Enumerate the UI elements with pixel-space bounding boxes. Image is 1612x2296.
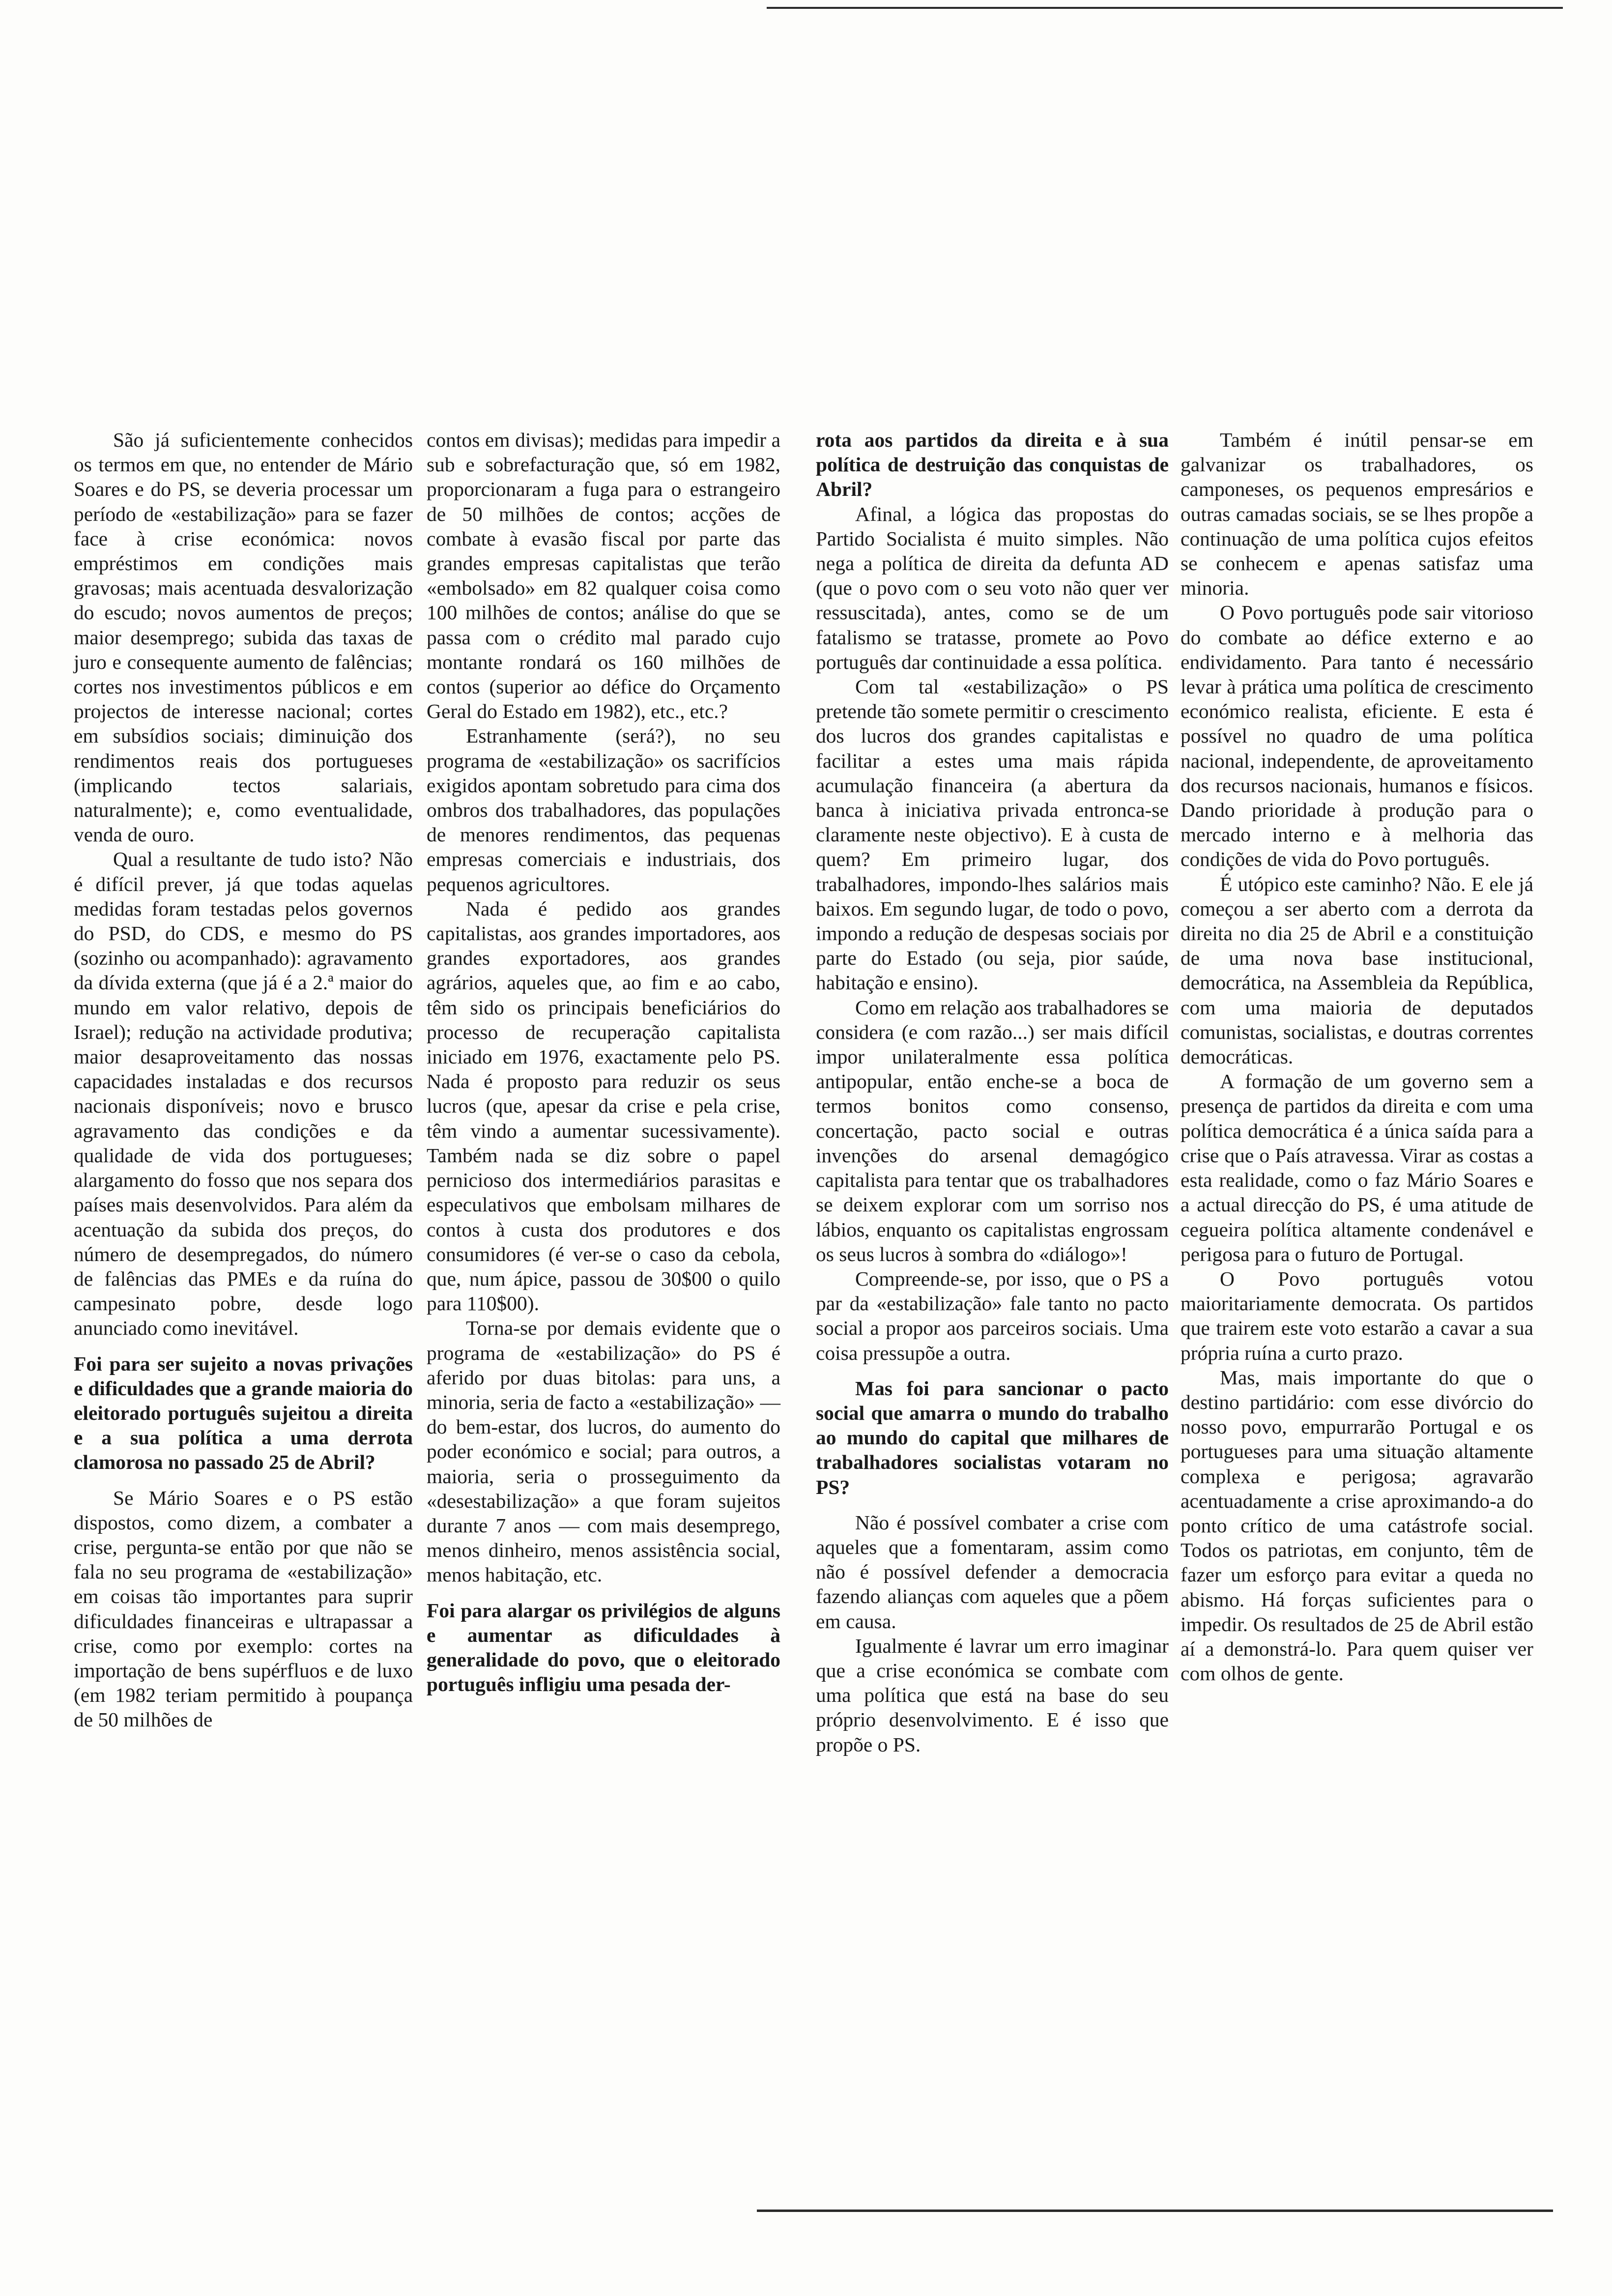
col3-para-4: Como em relação aos trabalhadores se considera (e com razão...) ser mais difícil impor unilateralmente essa política antipopular, então enche-se a boca de termos bonitos como consenso, concertação, pacto social e outras invenções do arsenal demagógico capitalista para tentar que os trabalhadores se deixem explorar com um sorriso nos lábios, enquanto os capitalistas engrossam os seus lucros à sombra do «diálogo»! — [816, 996, 1169, 1265]
col3-para-5: Compreende-se, por isso, que o PS a par da «estabilização» fale tanto no pacto social a propor aos parceiros sociais. Uma coisa pressupõe a outra. — [816, 1267, 1169, 1364]
col2-para-2: Estranhamente (será?), no seu programa de «estabilização» os sacrifícios exigidos apontam sobretudo para cima dos ombros dos trabalhadores, das populações de menores rendimentos, das pequenas empresas comerciais e industriais, dos pequenos agricultores. — [427, 724, 780, 895]
col3-para-6: Mas foi para sancionar o pacto social que amarra o mundo do trabalho ao mundo do capital que milhares de trabalhadores socialistas votaram no PS? — [816, 1377, 1169, 1498]
col4-para-3: É utópico este caminho? Não. E ele já começou a ser aberto com a derrota da direita no dia 25 de Abril e a constituição de uma nova base institucional, democrática, na Assembleia da República, com uma maioria de deputados comunistas, socialistas, e doutras correntes democráticas. — [1180, 872, 1533, 1068]
col1-para-3: Foi para ser sujeito a novas privações e dificuldades que a grande maioria do eleitorado português sujeitou a direita e a sua política a uma derrota clamorosa no passado 25 de Abril? — [74, 1352, 413, 1474]
column-4 — [1180, 428, 1533, 1686]
col3-para-7: Não é possível combater a crise com aqueles que a fomentaram, assim como não é possível defender a democracia fazendo alianças com aqueles que a põem em causa. — [816, 1511, 1169, 1633]
col4-para-2: O Povo português pode sair vitorioso do combate ao défice externo e ao endividamento. Para tanto é necessário levar à prática uma política de crescimento económico realista, eficiente. E esta é possível no quadro de uma política nacional, independente, de aproveitamento dos recursos nacionais, humanos e físicos. Dando prioridade à produção para o mercado interno e à melhoria das condições de vida do Povo português. — [1180, 601, 1533, 871]
col3-para-2: Afinal, a lógica das propostas do Partido Socialista é muito simples. Não nega a política de direita da defunta AD (que o povo com o seu voto não quer ver ressuscitada), antes, como se de um fatalismo se tratasse, promete ao Povo português dar continuidade a essa política. — [816, 502, 1169, 673]
col2-para-4: Torna-se por demais evidente que o programa de «estabilização» do PS é aferido por duas bitolas: para uns, a minoria, seria de facto a «estabilização» — do bem-estar, dos lucros, do aumento do poder económico e social; para outros, a maioria, seria o prosseguimento da «desestabilização» a que foram sujeitos durante 7 anos — com mais desemprego, menos dinheiro, menos assistência social, menos habitação, etc. — [427, 1317, 780, 1586]
col2-para-3: Nada é pedido aos grandes capitalistas, aos grandes importadores, aos grandes exportadores, aos grandes agrários, aqueles que, ao fim e ao cabo, têm sido os principais beneficiários do processo de recuperação capitalista iniciado em 1976, exactamente pelo PS. Nada é proposto para reduzir os seus lucros (que, apesar da crise e pela crise, têm vindo a aumentar sucessivamente). Também nada se diz sobre o papel pernicioso dos intermediários parasitas e especulativos que embolsam milhares de contos à custa dos produtores e dos consumidores (é ver-se o caso da cebola, que, num ápice, passou de 30$00 o quilo para 110$00). — [427, 897, 780, 1315]
col3-para-8: Igualmente é lavrar um erro imaginar que a crise económica se combate com uma política que está na base do seu próprio desenvolvimento. E é isso que propõe o PS. — [816, 1634, 1169, 1756]
col1-para-4: Se Mário Soares e o PS estão dispostos, como dizem, a combater a crise, pergunta-se então por que não se fala no seu programa de «estabilização» em coisas tão importantes para suprir dificuldades financeiras e ultrapassar a crise, como por exemplo: cortes na importação de bens supérfluos e de luxo (em 1982 teriam permitido à poupança de 50 milhões de — [74, 1486, 413, 1731]
top-rule — [767, 7, 1563, 9]
col4-para-6: Mas, mais importante do que o destino partidário: com esse divórcio do nosso povo, empurrarão Portugal e os portugueses para uma situação altamente complexa e perigosa; agravarão acentuadamente a crise aproximando-a do ponto crítico de uma catástrofe social. Todos os patriotas, em conjunto, têm de fazer um esforço para evitar a queda no abismo. Há forças suficientes para o impedir. Os resultados de 25 de Abril estão aí a demonstrá-lo. Para quem quiser ver com olhos de gente. — [1180, 1366, 1533, 1685]
col4-para-1: Também é inútil pensar-se em galvanizar os trabalhadores, os camponeses, os pequenos empresários e outras camadas sociais, se se lhes propõe a continuação de uma política cujos efeitos se conhecem e apenas satisfaz uma minoria. — [1180, 429, 1533, 600]
col1-para-2: Qual a resultante de tudo isto? Não é difícil prever, já que todas aquelas medidas foram testadas pelos governos do PSD, do CDS, e mesmo do PS (sozinho ou acompanhado): agravamento da dívida externa (que já é a 2.ª maior do mundo em valor relativo, depois de Israel); redução na actividade produtiva; maior desaproveitamento das nossas capacidades instaladas e dos recursos nacionais disponíveis; novo e brusco agravamento das condições e da qualidade de vida dos portugueses; alargamento do fosso que nos separa dos países mais desenvolvidos. Para além da acentuação da subida dos preços, do número de desempregados, do número de falências das PMEs e da ruína do campesinato pobre, desde logo anunciado como inevitável. — [74, 848, 413, 1340]
col3-para-3: Com tal «estabilização» o PS pretende tão somete permitir o crescimento dos lucros dos grandes capitalistas e facilitar a estes uma mais rápida acumulação financeira (a abertura da banca à iniciativa privada entronca-se claramente neste objectivo). E à custa de quem? Em primeiro lugar, dos trabalhadores, impondo-lhes salários mais baixos. Em segundo lugar, de todo o povo, impondo a redução de despesas sociais por parte do Estado (ou seja, pior saúde, habitação e ensino). — [816, 675, 1169, 994]
col4-para-4: A formação de um governo sem a presença de partidos da direita e com uma política democrática é a única saída para a crise que o País atravessa. Virar as costas a esta realidade, como o faz Mário Soares e a actual direcção do PS, é uma atitude de cegueira política altamente condenável e perigosa para o futuro de Portugal. — [1180, 1070, 1533, 1265]
bottom-rule — [757, 2210, 1553, 2212]
column-1 — [74, 428, 413, 1732]
column-3 — [816, 428, 1169, 1757]
col4-para-5: O Povo português votou maioritariamente democrata. Os partidos que trairem este voto estarão a cavar a sua própria ruína a curto prazo. — [1180, 1267, 1533, 1364]
column-2 — [427, 428, 780, 1707]
col1-para-1: São já suficientemente conhecidos os termos em que, no entender de Mário Soares e do PS, se deveria processar um período de «estabilização» para se fazer face à crise económica: novos empréstimos em condições mais gravosas; mais acentuada desvalorização do escudo; novos aumentos de preços; maior desemprego; subida das taxas de juro e consequente aumento de falências; cortes nos investimentos públicos e em projectos de interesse nacional; cortes em subsídios sociais; diminuição dos rendimentos reais dos portugueses (implicando tectos salariais, naturalmente); e, como eventualidade, venda de ouro. — [74, 429, 413, 846]
col2-para-1: contos em divisas); medidas para impedir a sub e sobrefacturação que, só em 1982, proporcionaram a fuga para o estrangeiro de 50 milhões de contos; acções de combate à evasão fiscal por parte das grandes empresas capitalistas que terão «embolsado» em 82 qualquer coisa como 100 milhões de contos; análise do que se passa com o crédito mal parado cujo montante rondará os 160 milhões de contos (superior ao défice do Orçamento Geral do Estado em 1982), etc., etc.? — [427, 429, 780, 723]
col3-para-1: rota aos partidos da direita e à sua política de destruição das conquistas de Abril? — [816, 429, 1169, 501]
col2-para-5: Foi para alargar os privilégios de alguns e aumentar as dificuldades à generalidade do povo, que o eleitorado português infligiu uma pesada der- — [427, 1599, 780, 1696]
